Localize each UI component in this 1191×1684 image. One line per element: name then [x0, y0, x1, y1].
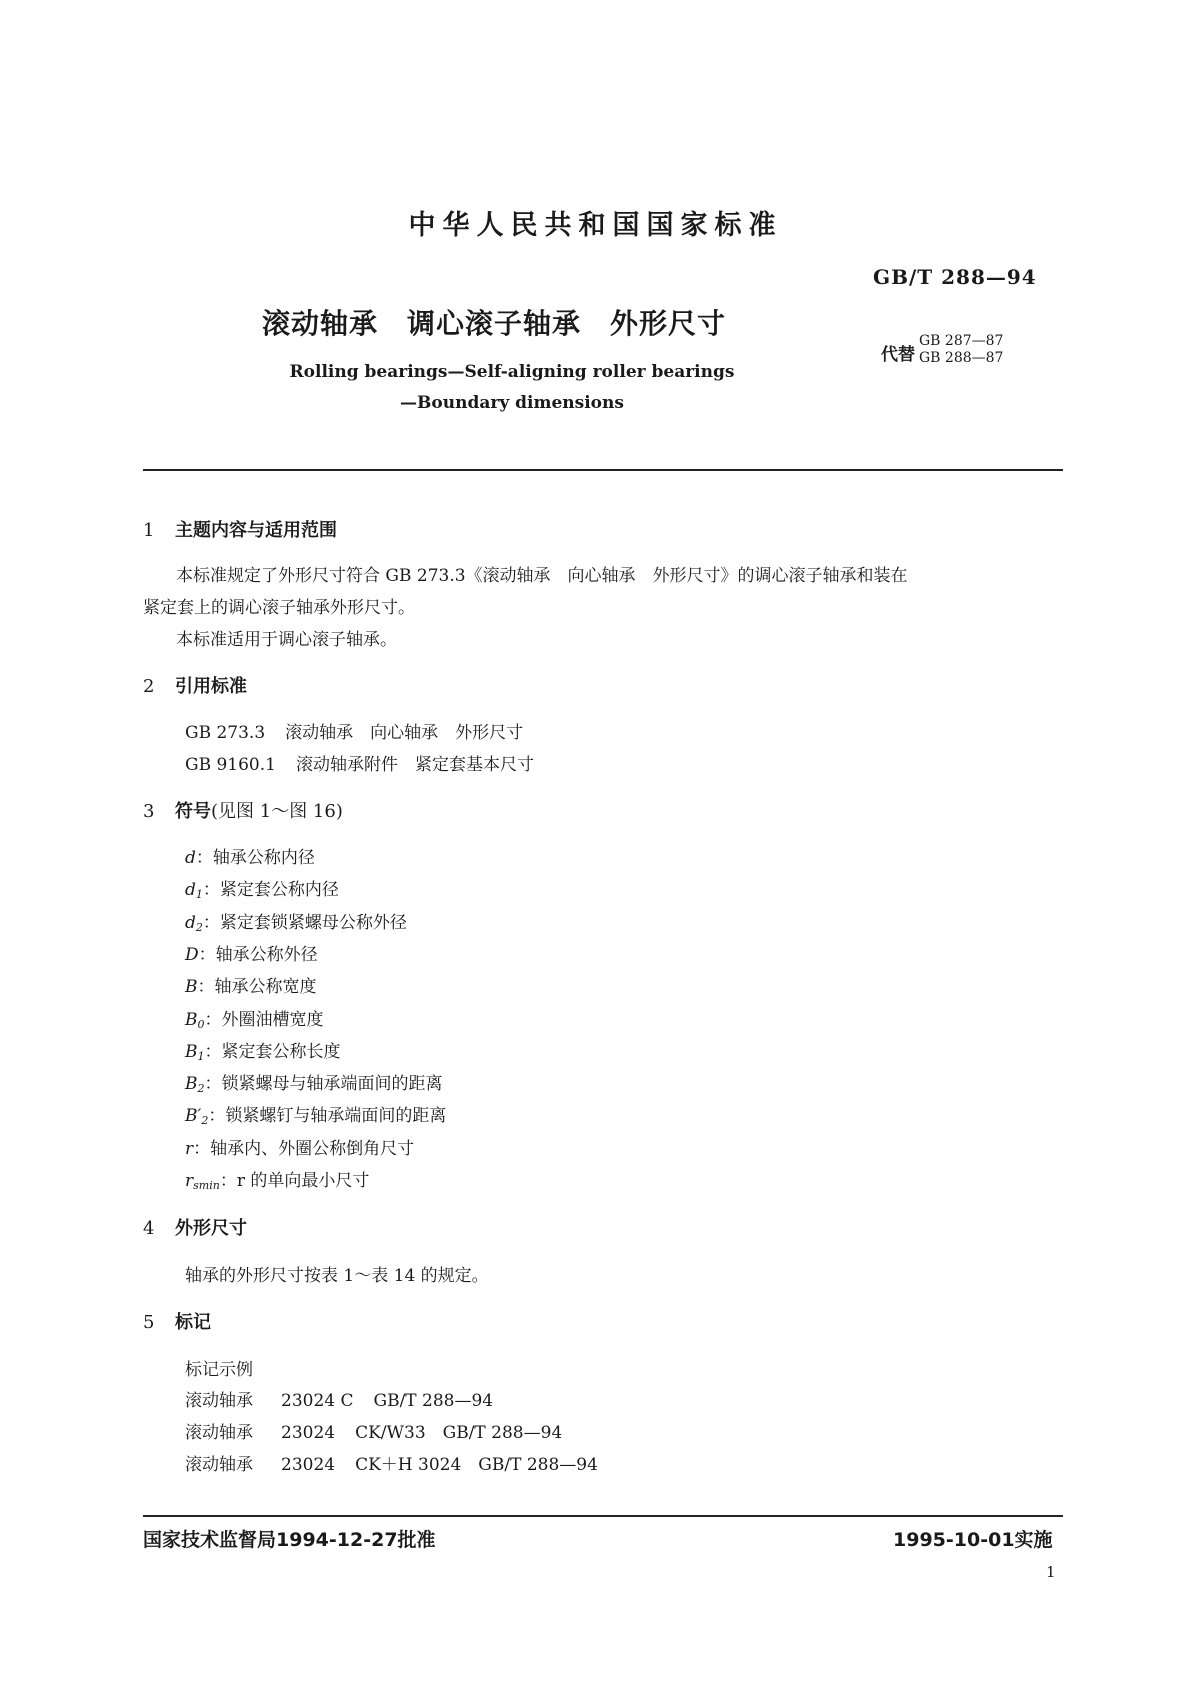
section-number: 5	[143, 1312, 155, 1333]
symbol-row	[185, 1166, 369, 1192]
symbol-row	[185, 1069, 443, 1095]
symbol-description: ：紧定套公称内径	[202, 880, 339, 900]
national-standard-title: 中华人民共和国国家标准	[408, 210, 783, 241]
symbol-description: ：轴承公称内径	[195, 848, 315, 868]
section-1-paragraph-1-line-1: 本标准规定了外形尺寸符合 GB 273.3《滚动轴承 向心轴承 外形尺寸》的调心滚子轴承和装在	[176, 566, 908, 586]
symbol-row	[185, 843, 315, 868]
footer-divider	[143, 1515, 1063, 1517]
section-title: 外形尺寸	[175, 1218, 247, 1239]
marking-example	[185, 1418, 562, 1443]
symbol-description: ：轴承公称宽度	[197, 977, 317, 997]
example-part-c: GB/T 288—94	[373, 1391, 494, 1411]
example-part-b: 23024	[281, 1455, 336, 1475]
symbol: d	[185, 880, 196, 900]
approval-date: 国家技术监督局1994-12-27批准	[143, 1529, 436, 1551]
section-4-paragraph: 轴承的外形尺寸按表 1～表 14 的规定。	[185, 1266, 489, 1286]
reference-code: GB 273.3	[185, 723, 266, 743]
section-number: 1	[143, 520, 155, 541]
example-part-b: 23024 C	[281, 1391, 354, 1411]
symbol-description: ：外圈油槽宽度	[204, 1010, 324, 1030]
symbol-description: ：锁紧螺钉与轴承端面间的距离	[208, 1106, 447, 1126]
symbol-row	[185, 908, 407, 934]
symbol-subscript: 2	[197, 1082, 205, 1095]
section-1-heading	[143, 516, 337, 542]
marking-example	[185, 1386, 493, 1411]
document-title-cn: 滚动轴承 调心滚子轴承 外形尺寸	[262, 307, 727, 340]
symbol: D	[185, 945, 199, 965]
example-part-b: 23024	[281, 1423, 336, 1443]
symbol-row	[185, 940, 318, 965]
reference-name: 滚动轴承 向心轴承 外形尺寸	[285, 723, 524, 743]
section-title: 符号	[175, 801, 211, 822]
replaced-standard-2: GB 288—87	[919, 350, 1004, 366]
section-title: 标记	[175, 1312, 211, 1333]
symbol: r	[185, 1171, 194, 1191]
section-number: 2	[143, 676, 155, 697]
reference-item	[185, 750, 534, 775]
example-part-a: 滚动轴承	[185, 1423, 253, 1443]
symbol-description: ：r 的单向最小尺寸	[219, 1171, 370, 1191]
symbol-subscript: 1	[197, 1050, 205, 1063]
reference-code: GB 9160.1	[185, 755, 276, 775]
symbol: B′	[185, 1106, 202, 1126]
symbol-description: ：轴承公称外径	[198, 945, 318, 965]
section-title: 引用标准	[175, 676, 247, 697]
symbol-row	[185, 1037, 341, 1063]
section-5-heading	[143, 1308, 211, 1334]
symbol-subscript: 0	[197, 1018, 205, 1031]
symbol-subscript: 1	[195, 888, 203, 901]
symbol-subscript: 2	[201, 1114, 209, 1127]
replaces-label: 代替	[881, 345, 915, 365]
replaced-standard-1: GB 287—87	[919, 333, 1004, 349]
example-part-c: CK＋H 3024 GB/T 288—94	[355, 1455, 598, 1475]
symbol: r	[185, 1139, 194, 1159]
symbol: B	[185, 1042, 198, 1062]
symbol: B	[185, 977, 198, 997]
marking-example	[185, 1450, 598, 1475]
document-title-en-line2: —Boundary dimensions	[400, 393, 624, 413]
page-number: 1	[1046, 1563, 1056, 1581]
section-1-paragraph-1-line-2: 紧定套上的调心滚子轴承外形尺寸。	[143, 598, 415, 618]
symbol-row	[185, 1134, 414, 1159]
symbol-row	[185, 1005, 324, 1031]
symbol: d	[185, 913, 196, 933]
symbol-description: ：紧定套公称长度	[204, 1042, 341, 1062]
symbol-description: ：锁紧螺母与轴承端面间的距离	[204, 1074, 443, 1094]
section-3-heading	[143, 797, 343, 823]
symbol-description: ：紧定套锁紧螺母公称外径	[202, 913, 407, 933]
symbol: B	[185, 1010, 198, 1030]
symbol-row	[185, 972, 317, 997]
example-part-a: 滚动轴承	[185, 1455, 253, 1475]
section-2-heading	[143, 672, 247, 698]
section-4-heading	[143, 1214, 247, 1240]
section-number: 4	[143, 1218, 155, 1239]
header-divider	[143, 469, 1063, 471]
example-part-a: 滚动轴承	[185, 1391, 253, 1411]
symbol-row	[185, 1101, 446, 1127]
section-title-note: (见图 1～图 16)	[211, 801, 343, 822]
section-number: 3	[143, 801, 155, 822]
section-title: 主题内容与适用范围	[175, 520, 337, 541]
symbol-subscript: smin	[193, 1179, 220, 1192]
standard-number: GB/T 288—94	[873, 265, 1037, 289]
marking-example-label: 标记示例	[185, 1360, 253, 1380]
symbol-subscript: 2	[195, 921, 203, 934]
section-1-paragraph-2: 本标准适用于调心滚子轴承。	[176, 630, 397, 650]
symbol-row	[185, 875, 339, 901]
reference-name: 滚动轴承附件 紧定套基本尺寸	[295, 755, 534, 775]
effective-date: 1995-10-01实施	[893, 1529, 1053, 1551]
reference-item	[185, 718, 523, 743]
document-title-en-line1: Rolling bearings—Self-aligning roller bearings	[289, 362, 735, 382]
symbol: B	[185, 1074, 198, 1094]
example-part-c: CK/W33 GB/T 288—94	[355, 1423, 563, 1443]
symbol-description: ：轴承内、外圈公称倒角尺寸	[193, 1139, 415, 1159]
symbol: d	[185, 848, 196, 868]
